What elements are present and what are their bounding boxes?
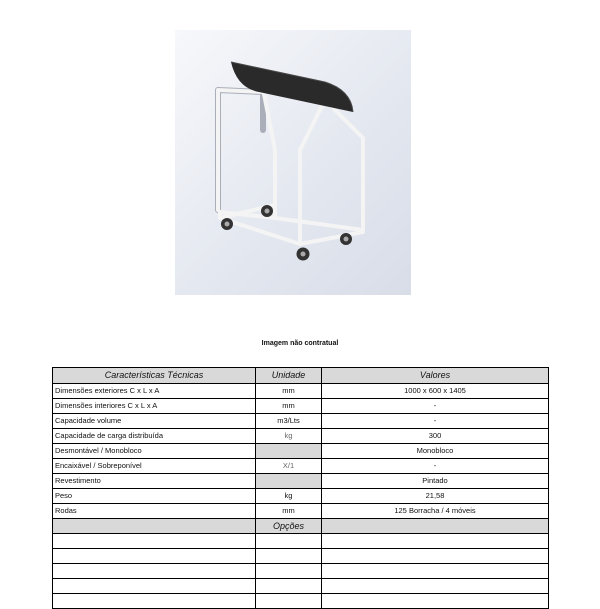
empty-cell [53, 594, 256, 609]
row-unit: mm [256, 399, 322, 414]
trolley-illustration [175, 30, 411, 295]
table-row [53, 579, 549, 594]
product-image [175, 30, 411, 295]
row-value: Monobloco [322, 444, 549, 459]
table-row [53, 399, 549, 414]
row-label: Encaixável / Sobreponível [53, 459, 256, 474]
empty-cell [322, 549, 549, 564]
table-row [53, 444, 549, 459]
row-label: Desmontável / Monobloco [53, 444, 256, 459]
empty-cell [322, 534, 549, 549]
empty-cell [322, 564, 549, 579]
row-label: Revestimento [53, 474, 256, 489]
row-label: Dimensões exteriores C x L x A [53, 384, 256, 399]
header-characteristics: Características Técnicas [53, 368, 256, 384]
options-section-row [53, 519, 549, 534]
row-value: 125 Borracha / 4 móveis [322, 504, 549, 519]
specs-table [52, 367, 549, 609]
table-row [53, 384, 549, 399]
empty-cell [256, 534, 322, 549]
empty-cell [256, 579, 322, 594]
row-value: - [322, 399, 549, 414]
row-unit [256, 444, 322, 459]
empty-cell [256, 549, 322, 564]
row-value: - [322, 459, 549, 474]
table-header-row [53, 368, 549, 384]
table-row [53, 504, 549, 519]
row-label: Dimensões interiores C x L x A [53, 399, 256, 414]
row-value: Pintado [322, 474, 549, 489]
table-row [53, 534, 549, 549]
table-row [53, 459, 549, 474]
row-unit: mm [256, 504, 322, 519]
options-spacer-right [322, 519, 549, 534]
row-value: 300 [322, 429, 549, 444]
table-row [53, 564, 549, 579]
empty-cell [53, 549, 256, 564]
empty-cell [53, 564, 256, 579]
empty-cell [53, 534, 256, 549]
row-label: Capacidade volume [53, 414, 256, 429]
empty-cell [256, 564, 322, 579]
table-row [53, 549, 549, 564]
row-unit: mm [256, 384, 322, 399]
empty-cell [53, 579, 256, 594]
header-values: Valores [322, 368, 549, 384]
row-value: 1000 x 600 x 1405 [322, 384, 549, 399]
empty-cell [322, 594, 549, 609]
header-unit: Unidade [256, 368, 322, 384]
empty-cell [256, 594, 322, 609]
row-label: Capacidade de carga distribuída [53, 429, 256, 444]
table-row [53, 594, 549, 609]
table-row [53, 474, 549, 489]
row-unit: m3/Lts [256, 414, 322, 429]
row-label: Peso [53, 489, 256, 504]
row-unit [256, 474, 322, 489]
table-row [53, 414, 549, 429]
row-unit: kg [256, 429, 322, 444]
options-header: Opções [256, 519, 322, 534]
options-spacer-left [53, 519, 256, 534]
image-caption: Imagem não contratual [261, 340, 339, 347]
row-unit: X/1 [256, 459, 322, 474]
row-value: 21,58 [322, 489, 549, 504]
row-value: - [322, 414, 549, 429]
table-row [53, 489, 549, 504]
table-row [53, 429, 549, 444]
row-unit: kg [256, 489, 322, 504]
row-label: Rodas [53, 504, 256, 519]
empty-cell [322, 579, 549, 594]
